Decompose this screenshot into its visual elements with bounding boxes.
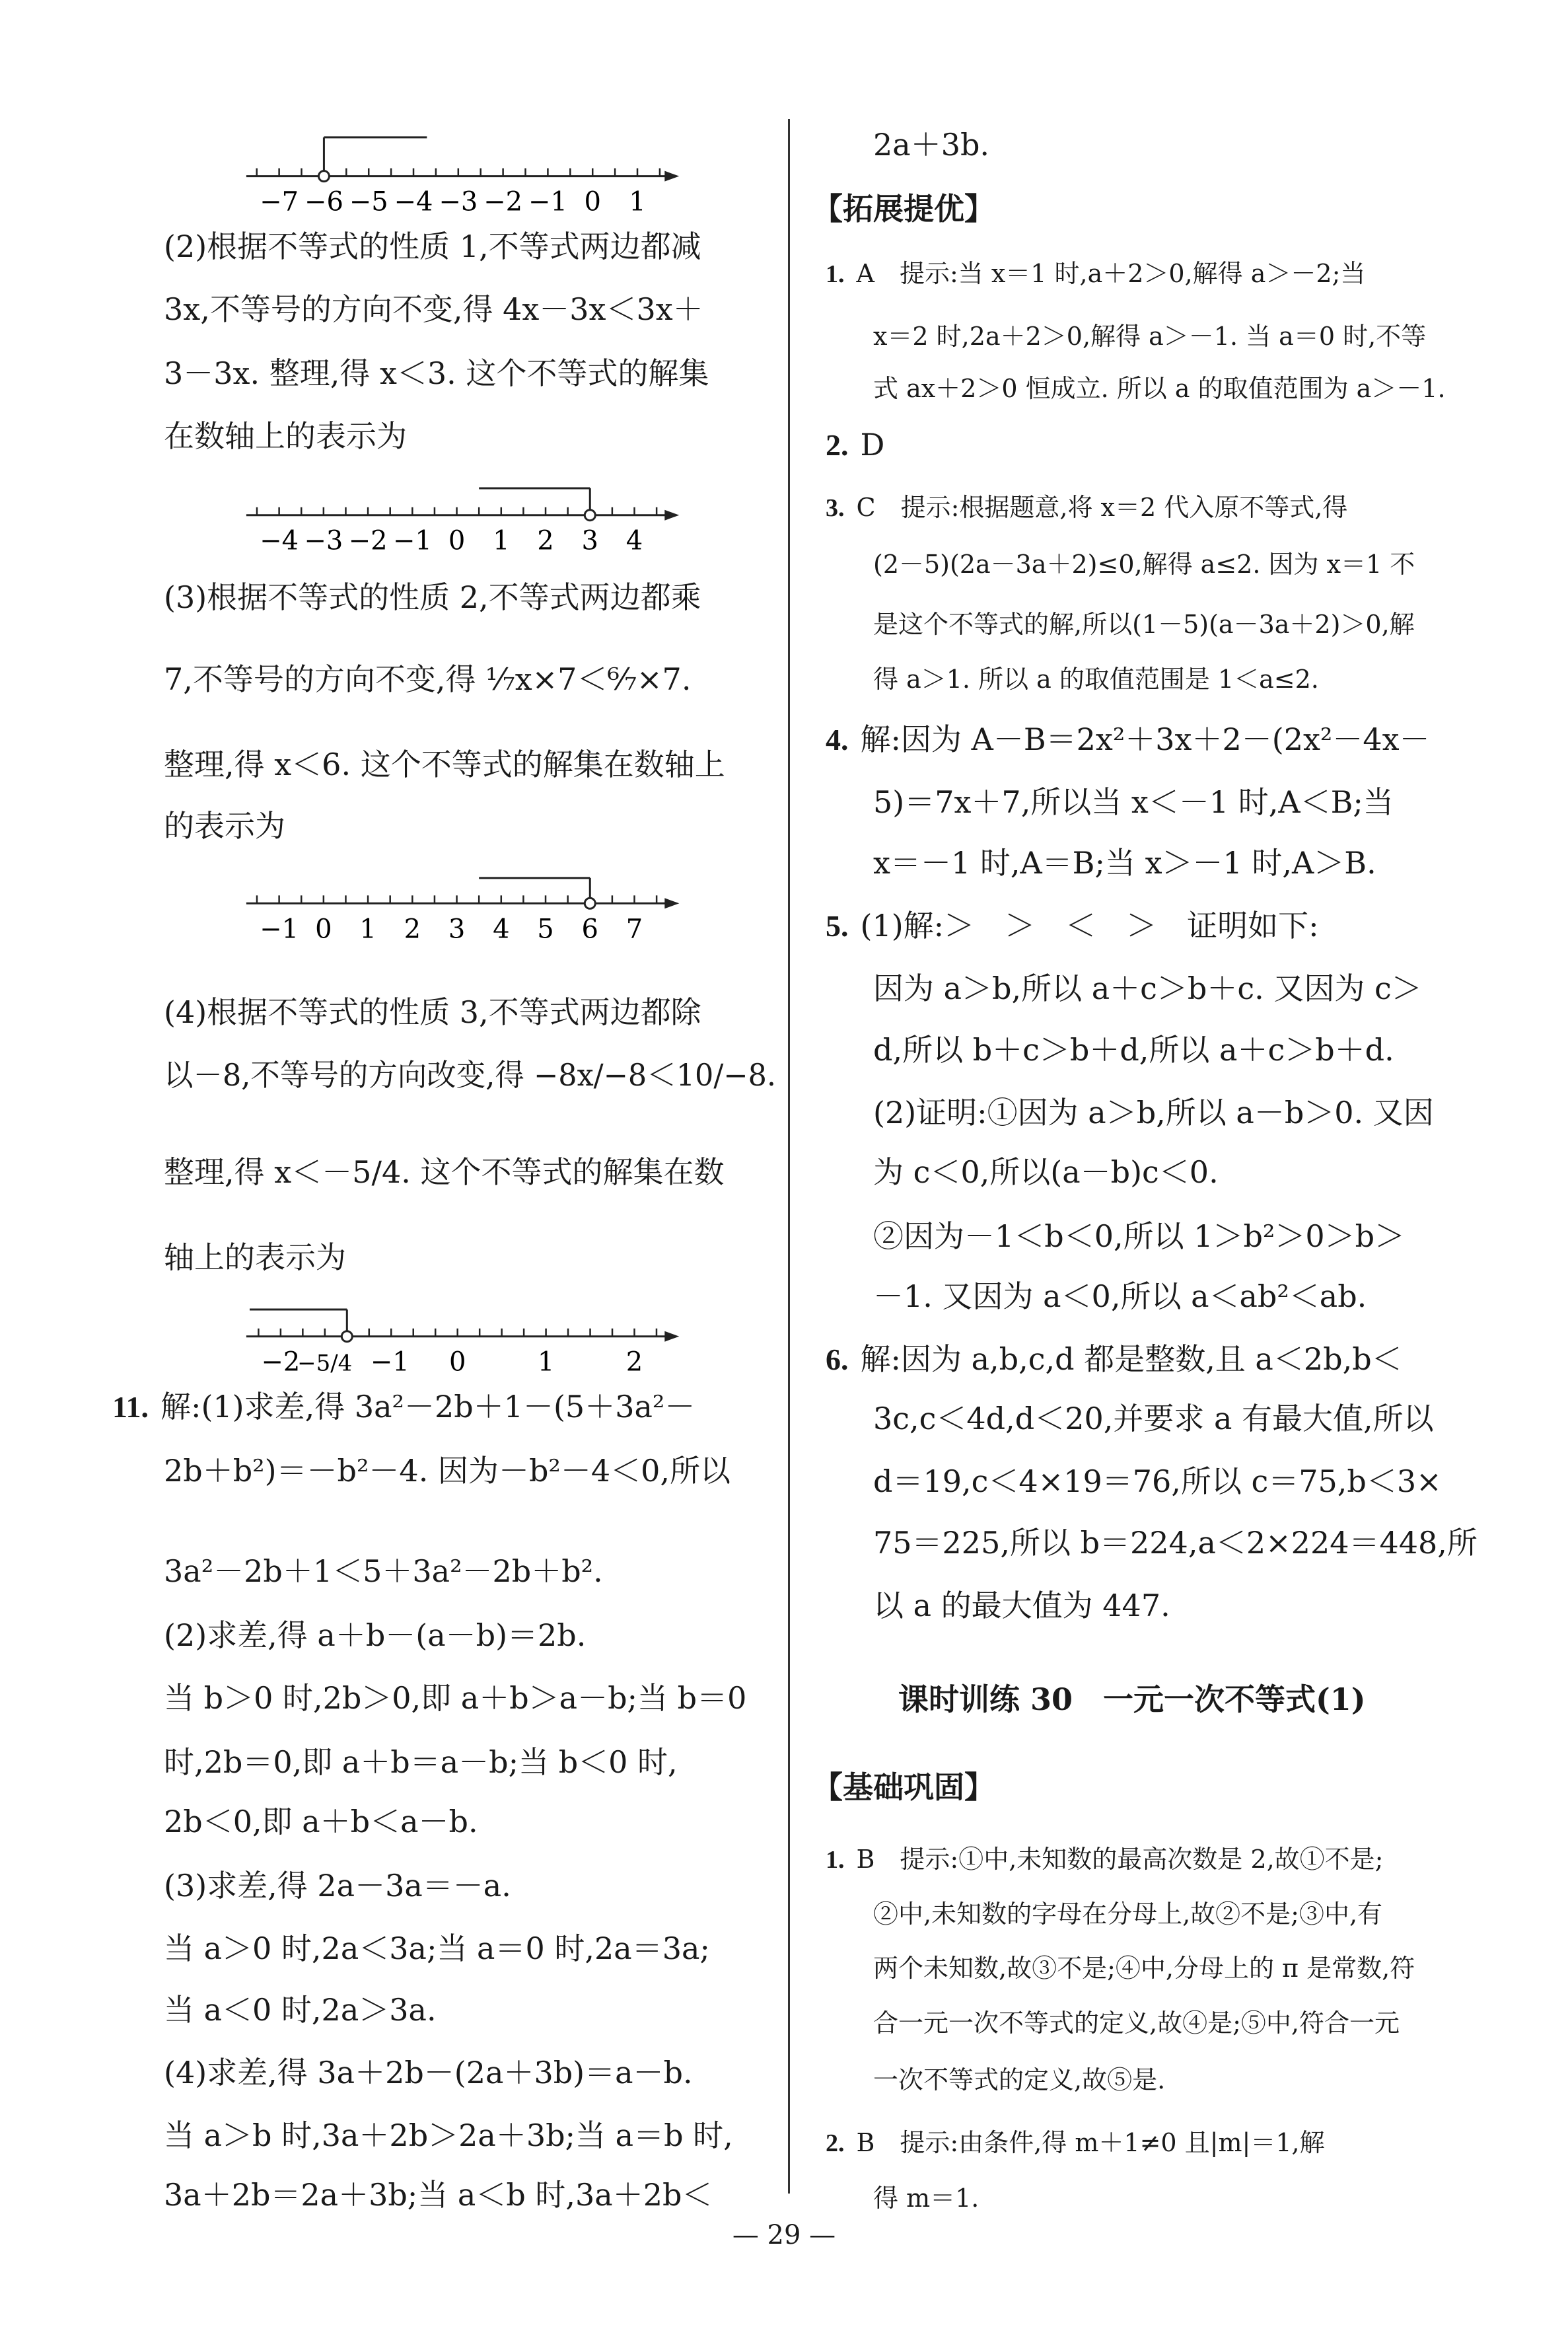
tick-label: 5 xyxy=(537,914,554,945)
item-number: 1. xyxy=(826,1845,845,1874)
line-text: (2)证明:①因为 a＞b,所以 a－b＞0. 又因 xyxy=(873,1094,1434,1130)
line-text: 得 m＝1. xyxy=(873,2183,980,2213)
tick-label: 1 xyxy=(629,186,646,217)
line-text: d＝19,c＜4×19＝76,所以 c＝75,b＜3× xyxy=(873,1463,1442,1499)
open-point-icon xyxy=(585,510,595,521)
line-text: 整理,得 x＜－5/4. 这个不等式的解集在数 xyxy=(164,1154,725,1191)
line-text: 为 c＜0,所以(a－b)c＜0. xyxy=(873,1154,1219,1191)
item-number: 6. xyxy=(826,1342,849,1376)
line-text: ②中,未知数的字母在分母上,故②不是;③中,有 xyxy=(873,1900,1383,1929)
tick-label: 4 xyxy=(493,914,510,945)
line-text: 得 a＞1. 所以 a 的取值范围是 1＜a≤2. xyxy=(873,665,1319,694)
tick-label: −7 xyxy=(260,186,299,217)
line-text: 解:(1)求差,得 3a²－2b＋1－(5＋3a²－ xyxy=(160,1388,695,1424)
line-text: 3c,c＜4d,d＜20,并要求 a 有最大值,所以 xyxy=(873,1401,1434,1436)
item-number: 11. xyxy=(112,1389,149,1424)
line-text: (4)求差,得 3a＋2b－(2a＋3b)＝a－b. xyxy=(164,2054,693,2090)
line-text: 轴上的表示为 xyxy=(164,1239,346,1275)
tick-label: −1 xyxy=(528,186,567,217)
line-text: 2a＋3b. xyxy=(873,127,990,163)
line-text: 7,不等号的方向不变,得 ¹⁄₇x×7＜⁶⁄₇×7. xyxy=(164,661,692,698)
item-number: 1. xyxy=(826,260,845,288)
line-text: 当 a＜0 时,2a＞3a. xyxy=(164,1991,437,2028)
tick-label: 3 xyxy=(448,914,466,945)
tick-label: −5 xyxy=(349,186,388,217)
tick-label: −1 xyxy=(392,525,432,556)
line-text: (1)解:＞ ＞ ＜ ＞ 证明如下: xyxy=(860,908,1319,944)
line-text: x＝－1 时,A＝B;当 x＞－1 时,A＞B. xyxy=(873,845,1376,881)
line-text: B 提示:①中,未知数的最高次数是 2,故①不是; xyxy=(856,1844,1384,1874)
line-text: 当 a＞0 时,2a＜3a;当 a＝0 时,2a＝3a; xyxy=(164,1931,710,1967)
tick-label: −3 xyxy=(439,186,478,217)
line-text: (2)根据不等式的性质 1,不等式两边都减 xyxy=(164,228,701,264)
tick-label: −2 xyxy=(348,525,388,556)
line-text: 时,2b＝0,即 a＋b＝a－b;当 b＜0 时, xyxy=(164,1744,678,1780)
axis-arrow-icon xyxy=(664,510,679,521)
line-text: 以－8,不等号的方向改变,得 −8x/−8＜10/−8. xyxy=(164,1057,777,1093)
line-text: 2b＋b²)＝－b²－4. 因为－b²－4＜0,所以 xyxy=(164,1453,731,1489)
tick-label: 0 xyxy=(584,186,601,217)
line-text: 式 ax＋2＞0 恒成立. 所以 a 的取值范围为 a＞－1. xyxy=(873,373,1446,403)
line-text: (3)根据不等式的性质 2,不等式两边都乘 xyxy=(164,579,701,615)
line-text: 当 b＞0 时,2b＞0,即 a＋b＞a－b;当 b＝0 xyxy=(164,1679,747,1716)
line-text: 合一元一次不等式的定义,故④是;⑤中,符合一元 xyxy=(873,2009,1400,2038)
line-text: 3－3x. 整理,得 x＜3. 这个不等式的解集 xyxy=(164,355,709,391)
line-text: 的表示为 xyxy=(164,807,285,844)
axis-arrow-icon xyxy=(664,171,679,182)
line-text: －1. 又因为 a＜0,所以 a＜ab²＜ab. xyxy=(873,1278,1367,1314)
line-text: B 提示:由条件,得 m＋1≠0 且|m|＝1,解 xyxy=(856,2128,1325,2158)
line-text: 解:因为 a,b,c,d 都是整数,且 a＜2b,b＜ xyxy=(860,1341,1402,1377)
item-number: 4. xyxy=(826,722,849,757)
item-number: 2. xyxy=(826,428,849,462)
tick-label: 2 xyxy=(404,914,421,945)
line-text: 【拓展提优】 xyxy=(812,191,995,227)
item-number: 2. xyxy=(826,2129,845,2158)
tick-label: 0 xyxy=(448,525,466,556)
item-number: 5. xyxy=(826,909,849,943)
tick-label: 1 xyxy=(493,525,510,556)
tick-label-fraction: −5/4 xyxy=(297,1350,353,1377)
line-text: (4)根据不等式的性质 3,不等式两边都除 xyxy=(164,994,701,1031)
line-text: 3a＋2b＝2a＋3b;当 a＜b 时,3a＋2b＜ xyxy=(164,2177,713,2213)
line-text: x＝2 时,2a＋2＞0,解得 a＞－1. 当 a＝0 时,不等 xyxy=(873,321,1427,351)
line-text: 在数轴上的表示为 xyxy=(164,418,407,454)
line-text: 整理,得 x＜6. 这个不等式的解集在数轴上 xyxy=(164,747,725,783)
line-text: D xyxy=(860,427,885,463)
line-text: 当 a＞b 时,3a＋2b＞2a＋3b;当 a＝b 时, xyxy=(164,2117,733,2153)
open-point-icon xyxy=(341,1331,352,1342)
tick-label: 1 xyxy=(359,914,376,945)
tick-label: 6 xyxy=(581,914,598,945)
tick-label: −1 xyxy=(260,914,299,945)
tick-label: −6 xyxy=(304,186,343,217)
line-text: (2－5)(2a－3a＋2)≤0,解得 a≤2. 因为 x＝1 不 xyxy=(873,550,1415,579)
tick-label: −4 xyxy=(260,525,299,556)
item-number: 3. xyxy=(826,494,845,523)
line-text: 因为 a＞b,所以 a＋c＞b＋c. 又因为 c＞ xyxy=(873,971,1422,1007)
line-text: 2b＜0,即 a＋b＜a－b. xyxy=(164,1804,478,1840)
line-text: A 提示:当 x＝1 时,a＋2＞0,解得 a＞－2;当 xyxy=(856,258,1366,288)
tick-label: −2 xyxy=(261,1347,301,1378)
axis-arrow-icon xyxy=(664,898,679,908)
line-text: C 提示:根据题意,将 x＝2 代入原不等式,得 xyxy=(856,493,1348,523)
tick-label: −3 xyxy=(304,525,343,556)
line-text: 两个未知数,故③不是;④中,分母上的 π 是常数,符 xyxy=(873,1953,1415,1983)
tick-label: 0 xyxy=(448,1347,466,1378)
line-text: 解:因为 A－B＝2x²＋3x＋2－(2x²－4x－ xyxy=(860,721,1430,757)
tick-label: −2 xyxy=(483,186,523,217)
line-text: ②因为－1＜b＜0,所以 1＞b²＞0＞b＞ xyxy=(873,1218,1406,1255)
line-text: (3)求差,得 2a－3a＝－a. xyxy=(164,1868,511,1904)
line-text: (2)求差,得 a＋b－(a－b)＝2b. xyxy=(164,1617,587,1653)
line-text: 一次不等式的定义,故⑤是. xyxy=(873,2065,1166,2095)
tick-label: −1 xyxy=(370,1347,410,1378)
line-text: 是这个不等式的解,所以(1－5)(a－3a＋2)＞0,解 xyxy=(873,609,1415,639)
axis-arrow-icon xyxy=(664,1331,679,1342)
open-point-icon xyxy=(585,898,595,908)
line-text: 3x,不等号的方向不变,得 4x－3x＜3x＋ xyxy=(164,291,703,327)
open-point-icon xyxy=(318,171,329,182)
line-text: 【基础巩固】 xyxy=(812,1769,995,1806)
line-text: 75＝225,所以 b＝224,a＜2×224＝448,所 xyxy=(873,1524,1478,1561)
tick-label: 2 xyxy=(537,525,554,556)
line-text: 5)＝7x＋7,所以当 x＜－1 时,A＜B;当 xyxy=(873,784,1394,820)
line-text: 3a²－2b＋1＜5＋3a²－2b＋b². xyxy=(164,1553,603,1589)
page-number: — 29 — xyxy=(732,2220,836,2250)
line-text: d,所以 b＋c＞b＋d,所以 a＋c＞b＋d. xyxy=(873,1031,1394,1068)
tick-label: 3 xyxy=(581,525,598,556)
tick-label: 0 xyxy=(315,914,332,945)
tick-label: 1 xyxy=(537,1347,555,1378)
line-text: 课时训练 30 一元一次不等式(1) xyxy=(898,1681,1366,1717)
tick-label: −4 xyxy=(394,186,433,217)
tick-label: 7 xyxy=(625,914,643,945)
line-text: 以 a 的最大值为 447. xyxy=(873,1587,1170,1623)
tick-label: 4 xyxy=(625,525,643,556)
tick-label: 2 xyxy=(625,1347,643,1378)
